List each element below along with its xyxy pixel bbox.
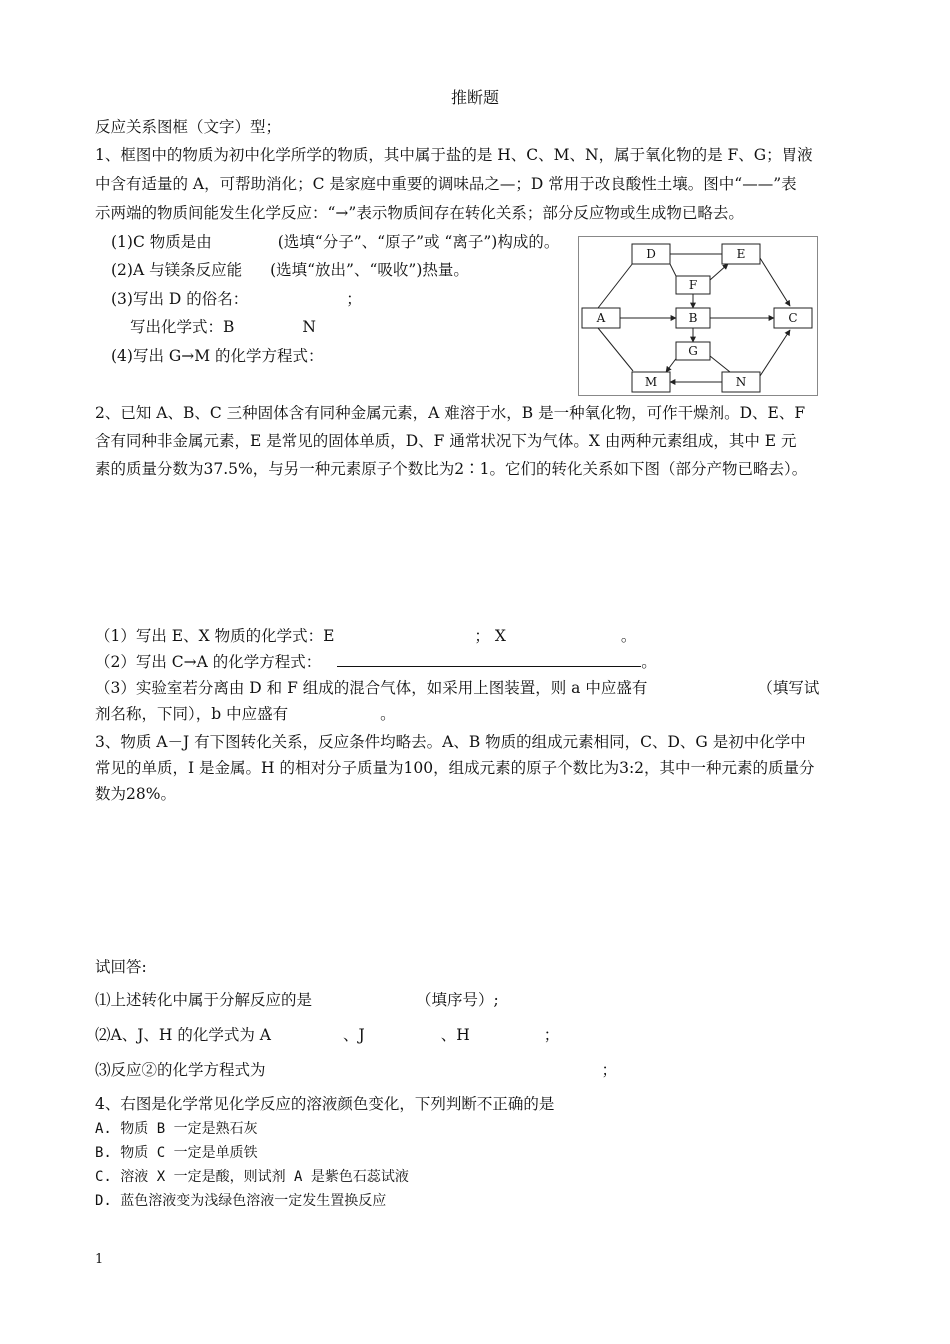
q2-sub2-end: 。 xyxy=(641,653,657,671)
q3-line-3: 数为28%。 xyxy=(95,785,176,803)
svg-text:A: A xyxy=(596,311,606,325)
node-a xyxy=(582,308,620,328)
node-f xyxy=(676,276,710,294)
q1-relation-diagram xyxy=(578,236,818,396)
q2-sub3-line2-end: 。 xyxy=(380,705,396,723)
q4-option-b[interactable]: B. 物质 C 一定是单质铁 xyxy=(95,1145,258,1161)
q1-sub1 xyxy=(111,232,559,252)
q1-sub3b-n: N xyxy=(302,318,316,336)
q1-sub2-suffix: (选填“放出”、“吸收”)热量。 xyxy=(270,261,469,279)
svg-text:N: N xyxy=(735,375,747,389)
node-e xyxy=(722,244,760,264)
q3-sub2 xyxy=(95,1025,559,1045)
q2-sub3-line2-prefix: 剂名称，下同），b 中应盛有 xyxy=(95,705,289,723)
q1-sub3b-prefix: 写出化学式：B xyxy=(130,318,235,336)
node-n xyxy=(722,372,760,392)
svg-text:E: E xyxy=(736,247,746,261)
q1-sub3b xyxy=(130,317,316,337)
q3-sub2-j: 、J xyxy=(342,1026,365,1044)
q3-prompt: 试回答: xyxy=(95,958,147,976)
node-b xyxy=(676,308,710,328)
page-title: 推断题 xyxy=(450,88,499,107)
q1-sub2-prefix: (2)A 与镁条反应能 xyxy=(111,261,243,279)
q2-sub1-mid: ； X xyxy=(474,627,506,645)
q2-sub2-prefix: （2）写出 C→A 的化学方程式： xyxy=(95,653,322,671)
q4-option-d[interactable]: D. 蓝色溶液变为浅绿色溶液一定发生置换反应 xyxy=(95,1193,387,1209)
q1-line-3: 示两端的物质间能发生化学反应：“→”表示物质间存在转化关系；部分反应物或生成物已略去。 xyxy=(95,204,744,222)
svg-text:C: C xyxy=(788,311,798,325)
q4-option-a[interactable]: A. 物质 B 一定是熟石灰 xyxy=(95,1121,258,1137)
q1-sub3 xyxy=(111,289,362,309)
q4-option-c[interactable]: C. 溶液 X 一定是酸，则试剂 A 是紫色石蕊试液 xyxy=(95,1169,409,1185)
q4-stem: 4、右图是化学常见化学反应的溶液颜色变化，下列判断不正确的是 xyxy=(95,1095,555,1113)
q3-sub3-prefix: ⑶反应②的化学方程式为 xyxy=(95,1061,266,1079)
q1-sub1-prefix: (1)C 物质是由 xyxy=(111,233,212,251)
q1-line-1: 1、框图中的物质为初中化学所学的物质，其中属于盐的是 H、C、M、N，属于氧化物的是 F、G；胃液 xyxy=(95,146,813,164)
q2-sub1-end: 。 xyxy=(620,627,637,645)
q2-sub3-line2 xyxy=(95,704,396,724)
page-number: 1 xyxy=(95,1252,104,1267)
q2-sub3 xyxy=(95,678,819,698)
q3-sub2-h: 、H xyxy=(440,1026,470,1044)
q3-sub1-suffix: （填序号）; xyxy=(416,991,499,1009)
q1-sub2 xyxy=(111,260,469,280)
q1-line-2: 中含有适量的 A，可帮助消化；C 是家庭中重要的调味品之—；D 常用于改良酸性土壤。图中“——”表 xyxy=(95,175,797,193)
node-d xyxy=(632,244,670,264)
q3-sub1-prefix: ⑴上述转化中属于分解反应的是 xyxy=(95,991,313,1009)
section-heading: 反应关系图框（文字）型； xyxy=(95,118,282,136)
q2-sub2-answer-line[interactable] xyxy=(337,652,641,667)
q2-sub3-prefix: （3）实验室若分离由 D 和 F 组成的混合气体，如采用上图装置，则 a 中应盛有 xyxy=(95,679,648,697)
q3-line-1: 3、物质 A－J 有下图转化关系，反应条件均略去。A、B 物质的组成元素相同，C、D、G 是初中化学中 xyxy=(95,733,806,751)
svg-text:B: B xyxy=(688,311,698,325)
node-c xyxy=(774,308,812,328)
q3-sub3-end: ； xyxy=(601,1061,618,1079)
q3-sub2-end: ； xyxy=(543,1026,560,1044)
q2-line-3: 素的质量分数为37.5%，与另一种元素原子个数比为2∶1。它们的转化关系如下图（部分产物已略去）。 xyxy=(95,460,808,478)
svg-text:G: G xyxy=(688,344,698,358)
q1-sub4: (4)写出 G→M 的化学方程式： xyxy=(111,347,324,365)
q3-sub3 xyxy=(95,1060,617,1080)
q2-line-1: 2、已知 A、B、C 三种固体含有同种金属元素，A 难溶于水，B 是一种氧化物，可作干燥剂。D、E、F xyxy=(95,404,806,422)
q2-line-2: 含有同种非金属元素，E 是常见的固体单质，D、F 通常状况下为气体。X 由两种元素组成，其中 E 元 xyxy=(95,432,797,450)
node-g xyxy=(676,342,710,360)
svg-text:F: F xyxy=(688,278,698,292)
q1-sub3-end: ； xyxy=(346,290,362,308)
q2-sub3-suffix: （填写试 xyxy=(757,679,820,697)
q2-sub1-prefix: （1）写出 E、X 物质的化学式：E xyxy=(95,627,335,645)
q3-line-2: 常见的单质，I 是金属。H 的相对分子质量为100，组成元素的原子个数比为3:2，其中一种元素的质量分 xyxy=(95,759,815,777)
q3-sub2-prefix: ⑵A、J、H 的化学式为 A xyxy=(95,1026,271,1044)
q1-sub3-prefix: (3)写出 D 的俗名： xyxy=(111,290,249,308)
q2-sub2 xyxy=(95,652,657,672)
node-m xyxy=(632,372,670,392)
q1-sub1-suffix: (选填“分子”、“原子”或 “离子”)构成的。 xyxy=(277,233,560,251)
q3-sub1 xyxy=(95,990,499,1010)
q2-sub1 xyxy=(95,626,636,646)
svg-text:D: D xyxy=(646,247,656,261)
svg-text:M: M xyxy=(644,375,658,389)
